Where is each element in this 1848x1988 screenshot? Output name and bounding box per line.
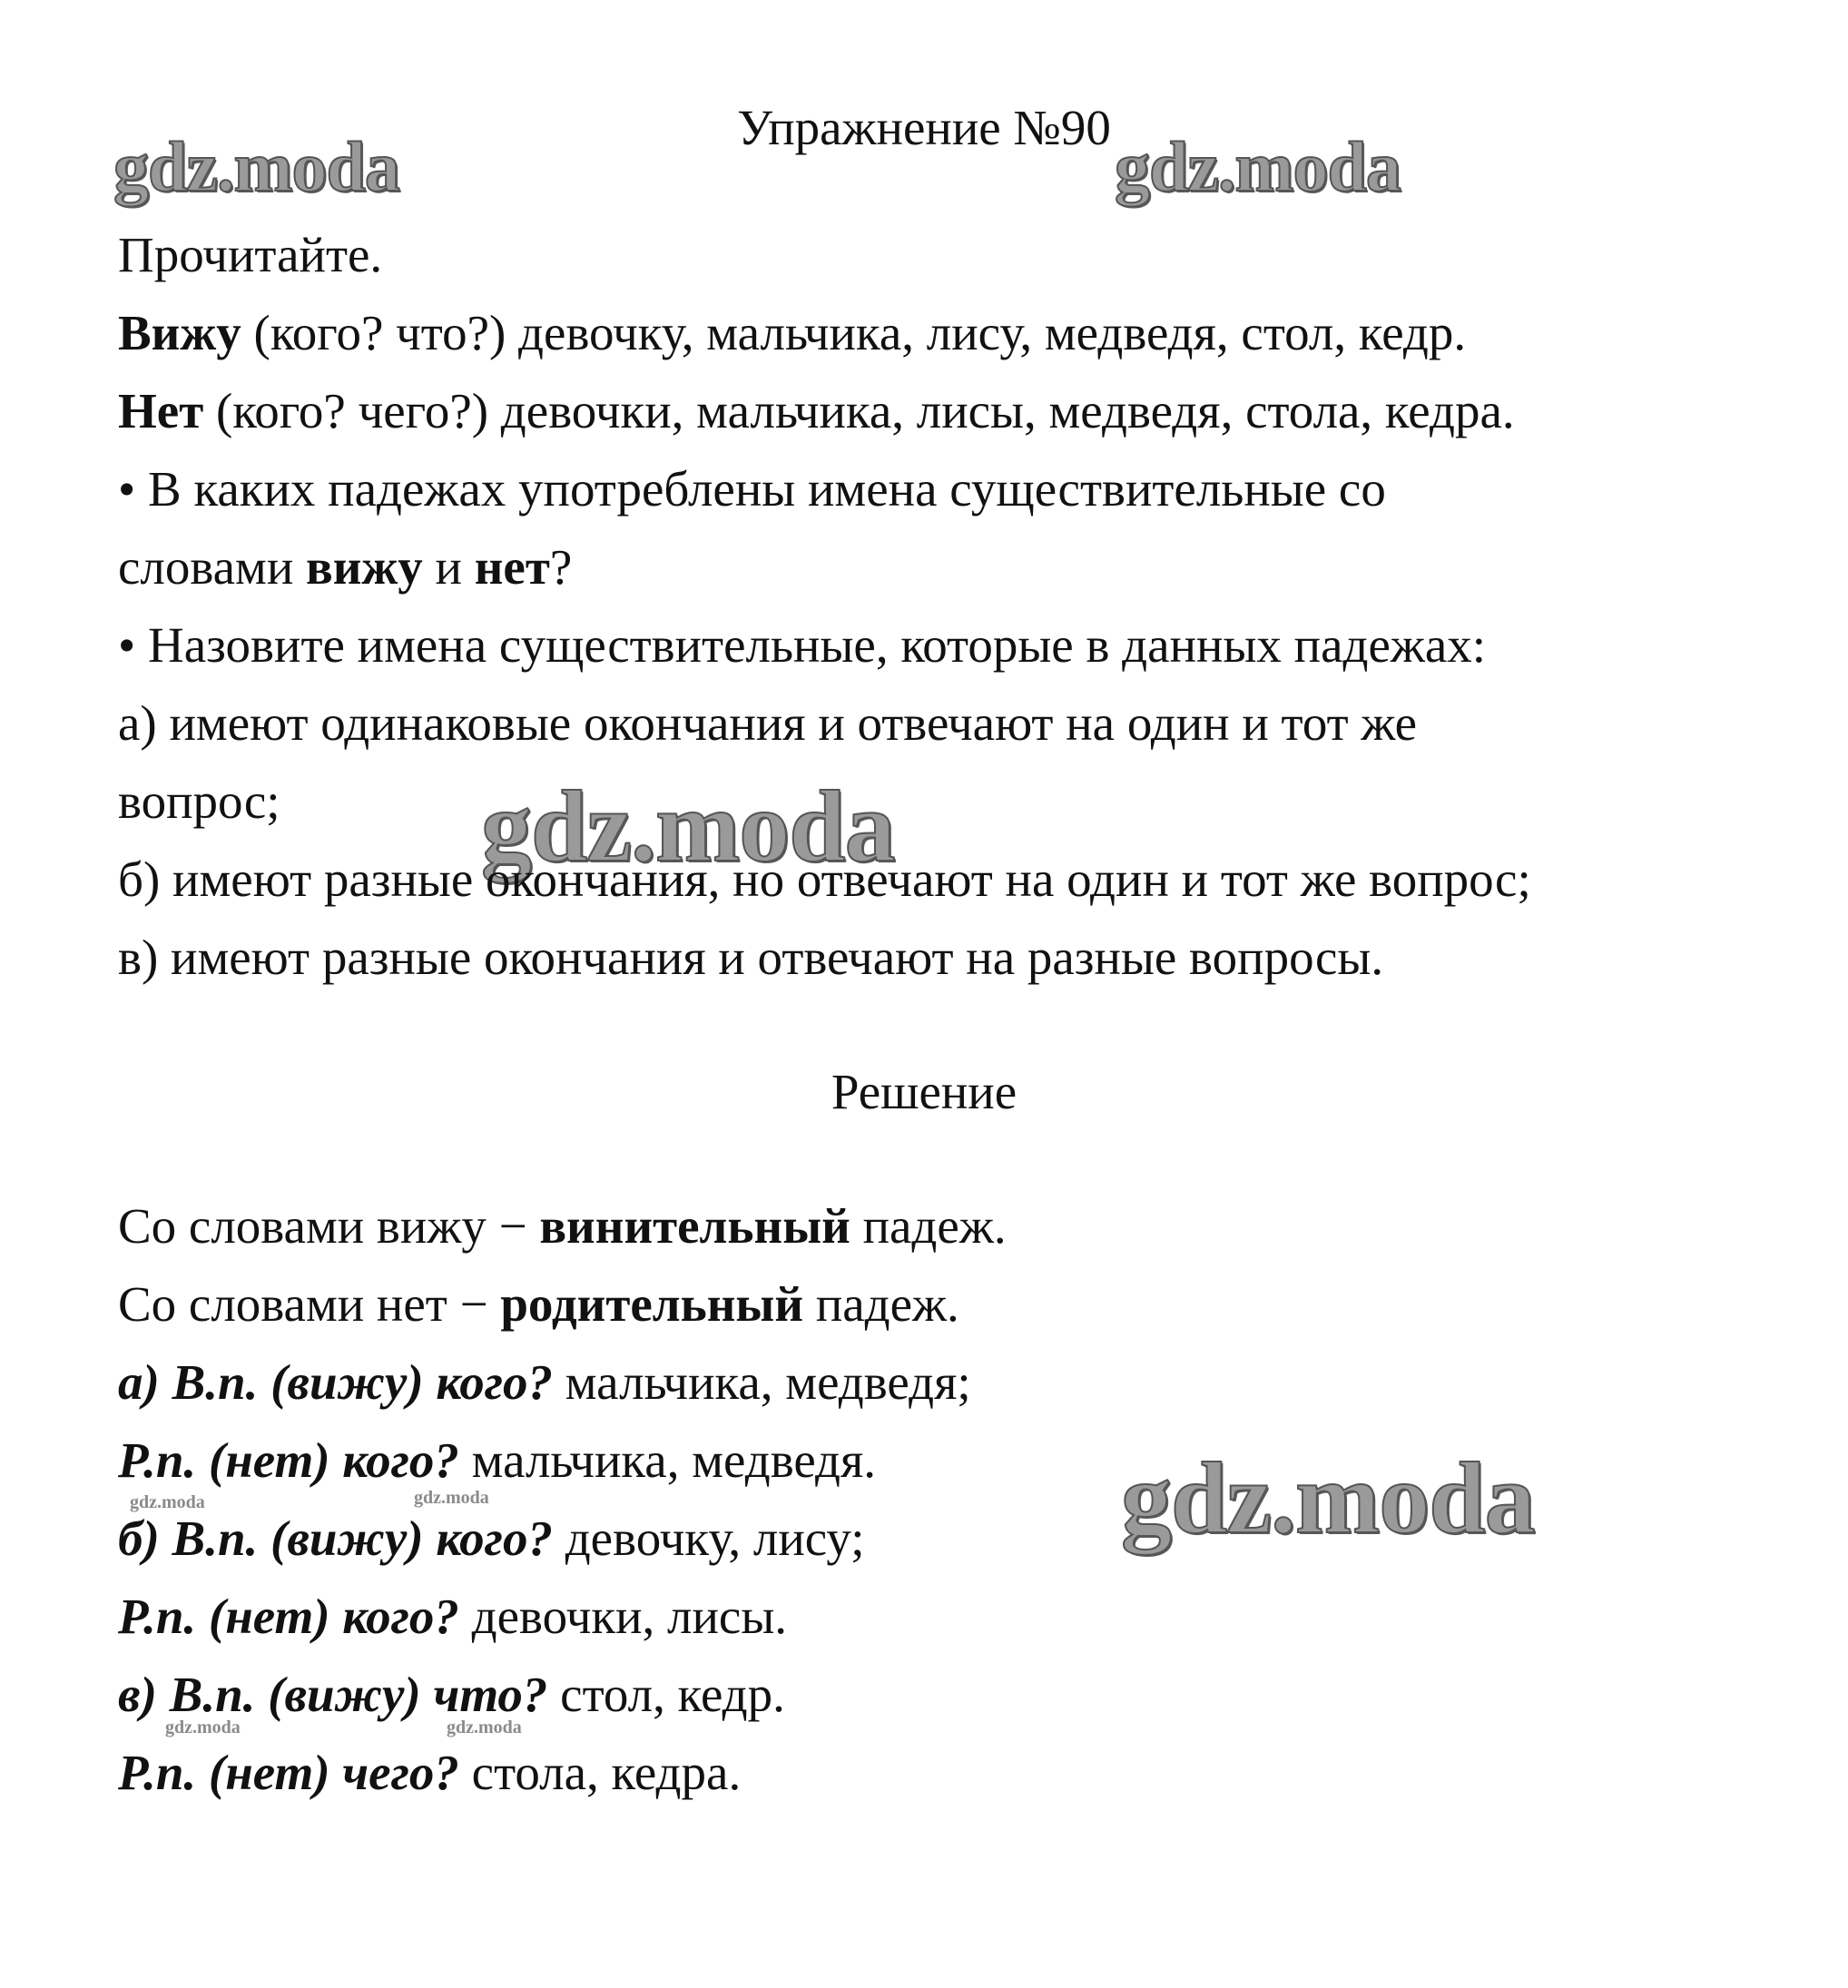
watermark-small-4: gdz.moda — [447, 1717, 522, 1737]
s1-pre: Со словами вижу − — [118, 1198, 540, 1254]
answer-c-2 — [118, 1743, 741, 1803]
q1-bold-net: нет — [474, 539, 550, 595]
keyword-net: Нет — [118, 383, 204, 438]
answer-a-1-words: мальчика, медведя; — [553, 1354, 971, 1410]
question-1-line-2 — [118, 537, 572, 597]
watermark-small-2: gdz.moda — [414, 1488, 489, 1508]
answer-c-1-words: стол, кедр. — [547, 1667, 785, 1722]
answer-b-2 — [118, 1587, 787, 1647]
s2-post: падеж. — [803, 1276, 959, 1332]
page-title: Упражнение №90 — [737, 100, 1111, 155]
q1-mid: и — [422, 539, 475, 595]
s1-post: падеж. — [850, 1198, 1007, 1254]
s2-pre: Со словами нет − — [118, 1276, 501, 1332]
watermark-small-3: gdz.moda — [165, 1717, 241, 1737]
question-1-line-1: • В каких падежах употреблены имена существительные со — [118, 461, 1386, 517]
task-line-net — [118, 381, 1515, 441]
answer-a-1-label: а) В.п. (вижу) кого? — [118, 1354, 553, 1410]
answer-c-1-label: в) В.п. (вижу) что? — [118, 1667, 548, 1722]
item-c: в) имеют разные окончания и отвечают на разные вопросы. — [118, 930, 1384, 985]
task-line-vizhu-text: (кого? что?) девочку, мальчика, лису, медведя, стол, кедр. — [241, 305, 1467, 360]
q1-pre: словами — [118, 539, 307, 595]
q1-post: ? — [549, 539, 573, 595]
task-line-net-text: (кого? чего?) девочки, мальчика, лисы, медведя, стола, кедра. — [203, 383, 1515, 438]
solution-heading: Решение — [831, 1064, 1017, 1119]
keyword-vizhu: Вижу — [118, 305, 241, 360]
item-b: б) имеют разные окончания, но отвечают на один и тот же вопрос; — [118, 851, 1531, 907]
answer-b-2-words: девочки, лисы. — [458, 1589, 788, 1644]
answer-c-2-label: Р.п. (нет) чего? — [118, 1745, 459, 1800]
task-intro: Прочитайте. — [118, 227, 383, 282]
answer-c-1 — [118, 1665, 785, 1725]
answer-b-1-label: б) В.п. (вижу) кого? — [118, 1511, 553, 1566]
answer-a-2-words: мальчика, медведя. — [458, 1432, 877, 1488]
item-a-line-1: а) имеют одинаковые окончания и отвечают на один и тот же — [118, 695, 1418, 751]
watermark-small-1: gdz.moda — [130, 1492, 205, 1512]
task-line-vizhu — [118, 303, 1466, 363]
watermark-middle: gdz.moda — [481, 771, 895, 883]
answer-b-1-words: девочку, лису; — [552, 1511, 865, 1566]
answer-b-2-label: Р.п. (нет) кого? — [118, 1589, 459, 1644]
watermark-bottom-right: gdz.moda — [1121, 1442, 1535, 1555]
answer-a-2-label: Р.п. (нет) кого? — [118, 1432, 459, 1488]
solution-line-genitive — [118, 1274, 959, 1334]
answer-c-2-words: стола, кедра. — [458, 1745, 742, 1800]
answer-b-1 — [118, 1509, 865, 1569]
watermark-top-left: gdz.moda — [113, 127, 399, 206]
solution-line-accusative — [118, 1196, 1007, 1256]
question-2: • Назовите имена существительные, которые в данных падежах: — [118, 617, 1487, 673]
watermark-top-right: gdz.moda — [1115, 127, 1401, 206]
q1-bold-vizhu: вижу — [306, 539, 423, 595]
s1-bold: винительный — [539, 1198, 850, 1254]
s2-bold: родительный — [500, 1276, 804, 1332]
answer-a-1 — [118, 1353, 971, 1412]
answer-a-2 — [118, 1431, 876, 1491]
item-a-line-2: вопрос; — [118, 773, 280, 829]
